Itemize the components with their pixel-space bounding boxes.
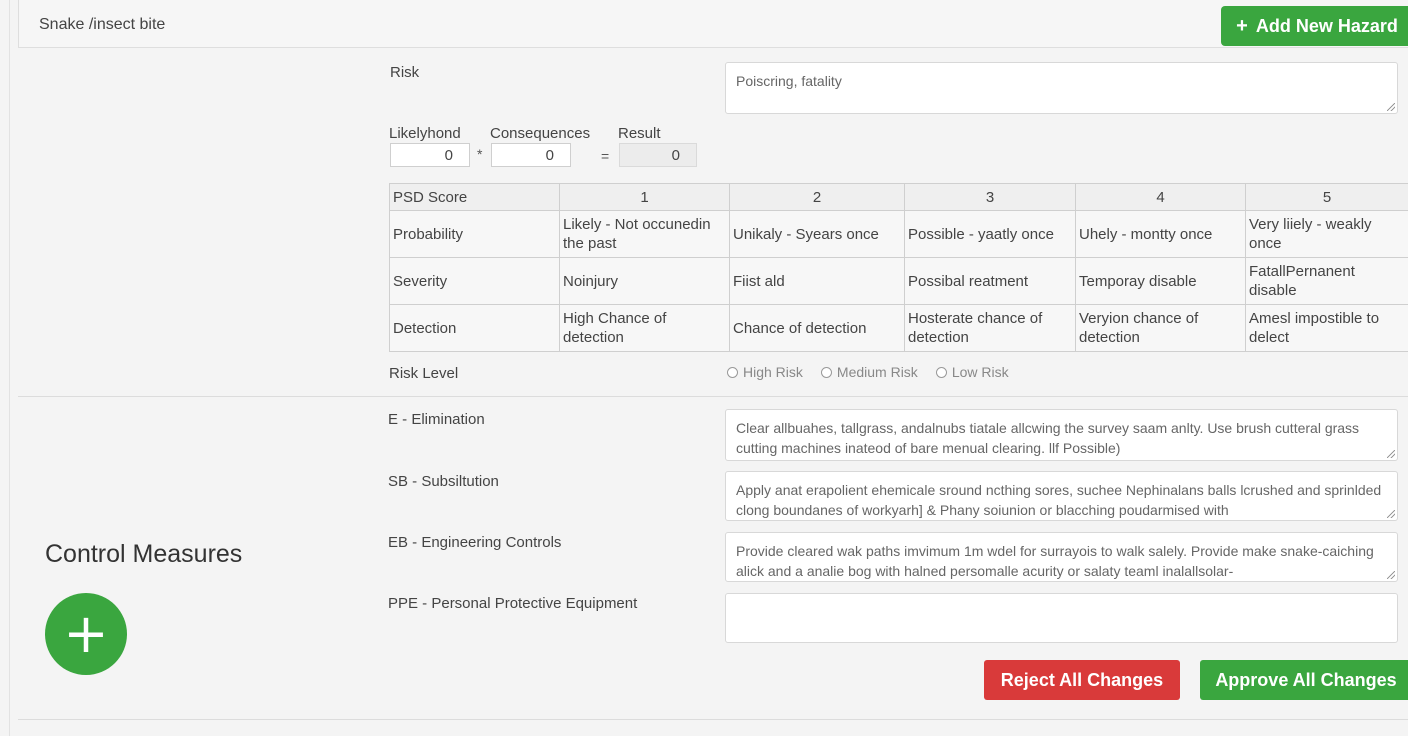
result-label: Result xyxy=(618,125,661,142)
result-field: 0 xyxy=(619,143,697,167)
table-header-cell: 1 xyxy=(560,184,730,211)
table-header-cell: 4 xyxy=(1076,184,1246,211)
engineering-text: Provide cleared wak paths imvimum 1m wdel for surrayois to walk salely. Provide make snake-caiching alick and a analie bog with halned persomalle acurity or salaty teaml inalallsolar- xyxy=(736,543,1374,579)
substitution-label: SB - Subsiltution xyxy=(388,473,499,490)
elimination-text: Clear allbuahes, tallgrass, andalnubs tiatale allcwing the survey saam anlty. Use brush cutteral grass cutting machines inateod of bare menual clearing. llf Possible) xyxy=(736,420,1360,456)
risk-label: Risk xyxy=(390,64,420,81)
table-header-row xyxy=(390,184,1408,211)
ppe-textarea[interactable] xyxy=(725,593,1398,643)
table-cell: Detection xyxy=(390,305,560,352)
table-cell: Possible - yaatly once xyxy=(905,211,1076,258)
radio-low-risk[interactable] xyxy=(936,364,1009,380)
likelihood-label: Likelyhond xyxy=(389,125,461,142)
consequences-input[interactable]: 0 xyxy=(491,143,571,167)
psd-score-table xyxy=(389,183,1408,352)
table-header-cell: 3 xyxy=(905,184,1076,211)
table-cell: Likely - Not occunedin the past xyxy=(560,211,730,258)
table-row xyxy=(390,258,1408,305)
table-cell: FatallPernanent disable xyxy=(1246,258,1408,305)
risk-level-label: Risk Level xyxy=(389,365,459,382)
radio-circle-icon[interactable] xyxy=(821,367,832,378)
substitution-textarea[interactable] xyxy=(725,471,1398,521)
table-cell: Severity xyxy=(390,258,560,305)
table-header-cell: 2 xyxy=(730,184,905,211)
multiply-sign: * xyxy=(477,146,483,162)
table-cell: Hosterate chance of detection xyxy=(905,305,1076,352)
radio-label: High Risk xyxy=(743,364,803,380)
control-measures-title: Control Measures xyxy=(45,540,243,568)
table-cell: Uhely - montty once xyxy=(1076,211,1246,258)
table-header-cell: PSD Score xyxy=(390,184,560,211)
resize-grip-icon[interactable] xyxy=(1387,103,1395,111)
table-cell: Unikaly - Syears once xyxy=(730,211,905,258)
radio-circle-icon[interactable] xyxy=(936,367,947,378)
table-header-cell: 5 xyxy=(1246,184,1408,211)
table-cell: Temporay disable xyxy=(1076,258,1246,305)
table-cell: Noinjury xyxy=(560,258,730,305)
engineering-label: EB - Engineering Controls xyxy=(388,534,562,551)
section-divider xyxy=(18,396,1408,397)
add-control-button[interactable] xyxy=(45,593,127,675)
table-cell: Fiist ald xyxy=(730,258,905,305)
table-cell: Amesl impostible to delect xyxy=(1246,305,1408,352)
ppe-label: PPE - Personal Protective Equipment xyxy=(388,595,638,612)
plus-icon: + xyxy=(1236,14,1248,37)
resize-grip-icon[interactable] xyxy=(1387,510,1395,518)
hazard-header xyxy=(18,0,1408,48)
approve-all-changes-button[interactable]: Approve All Changes xyxy=(1200,660,1408,700)
radio-label: Low Risk xyxy=(951,364,1009,380)
radio-circle-icon[interactable] xyxy=(727,367,738,378)
table-cell: Chance of detection xyxy=(730,305,905,352)
substitution-text: Apply anat erapolient ehemicale sround ncthing sores, suchee Nephinalans balls lcrushed and sprinlded clong boundanes of workyarh] & Phany soiunion or blacching poudarmised with xyxy=(736,482,1382,518)
risk-level-options xyxy=(727,364,1009,380)
reject-all-changes-button[interactable]: Reject All Changes xyxy=(984,660,1180,700)
consequences-label: Consequences xyxy=(490,125,591,142)
frame-border xyxy=(9,0,10,736)
table-cell: High Chance of detection xyxy=(560,305,730,352)
table-cell: Very liiely - weakly once xyxy=(1246,211,1408,258)
elimination-textarea[interactable] xyxy=(725,409,1398,461)
footer-divider xyxy=(18,719,1408,720)
engineering-textarea[interactable] xyxy=(725,532,1398,582)
radio-medium-risk[interactable] xyxy=(821,364,918,380)
radio-high-risk[interactable] xyxy=(727,364,803,380)
table-row xyxy=(390,211,1408,258)
elimination-label: E - Elimination xyxy=(388,411,485,428)
table-cell: Possibal reatment xyxy=(905,258,1076,305)
add-new-hazard-button[interactable] xyxy=(1221,6,1408,46)
resize-grip-icon[interactable] xyxy=(1387,450,1395,458)
resize-grip-icon[interactable] xyxy=(1387,571,1395,579)
plus-icon: + xyxy=(63,602,109,665)
hazard-name: Snake /insect bite xyxy=(39,16,166,33)
risk-value: Poiscring, fatality xyxy=(736,73,842,89)
likelihood-input[interactable]: 0 xyxy=(390,143,470,167)
table-cell: Veryion chance of detection xyxy=(1076,305,1246,352)
add-new-hazard-label: Add New Hazard xyxy=(1255,15,1398,36)
radio-label: Medium Risk xyxy=(836,364,918,380)
table-row xyxy=(390,305,1408,352)
table-cell: Probability xyxy=(390,211,560,258)
risk-textarea[interactable] xyxy=(725,62,1398,114)
equals-sign: = xyxy=(601,148,610,164)
